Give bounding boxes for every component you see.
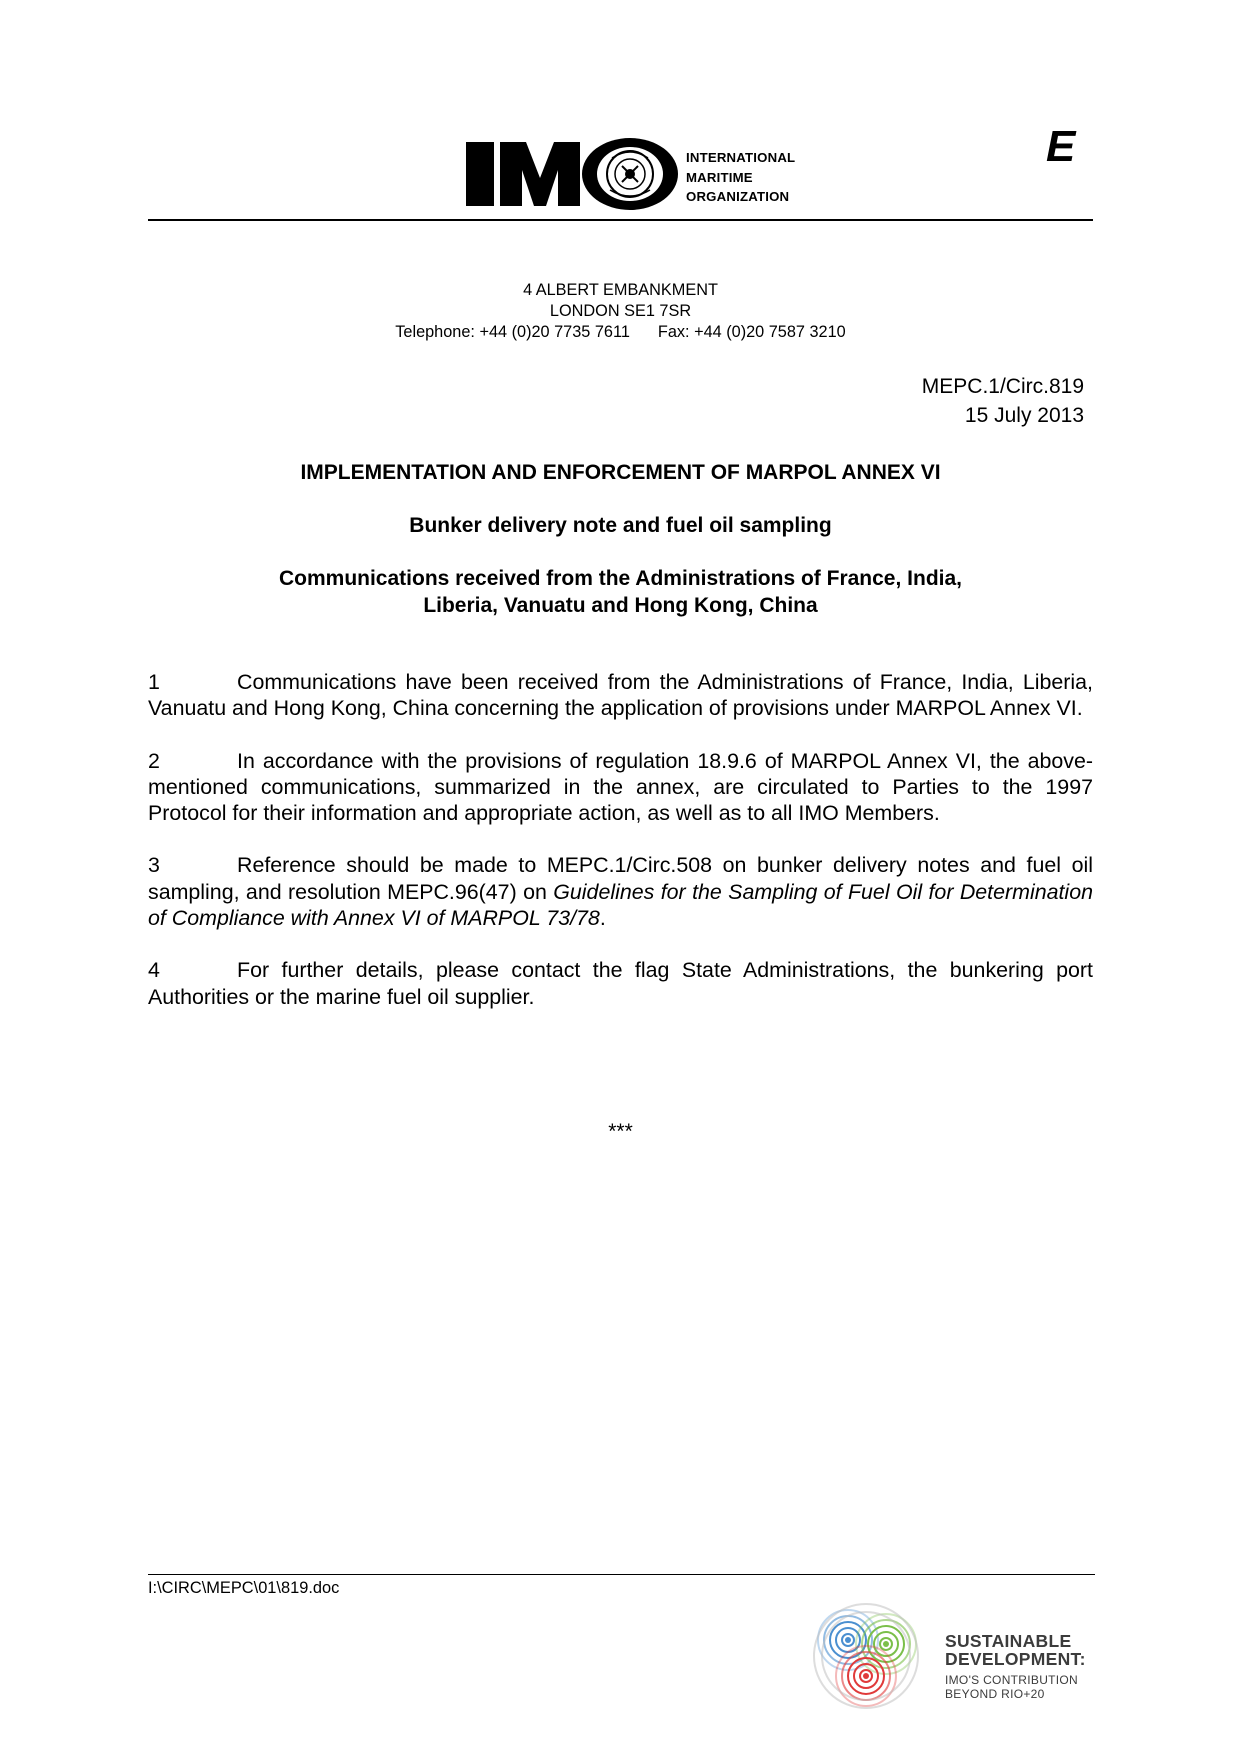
body-paragraphs bbox=[148, 669, 1093, 1036]
language-mark: E bbox=[1046, 122, 1076, 171]
paragraph-number: 2 bbox=[148, 748, 160, 773]
sustainable-development-logo bbox=[800, 1596, 1100, 1726]
paragraph-number: 4 bbox=[148, 958, 160, 983]
sd-title bbox=[945, 1632, 1086, 1668]
paragraph-3 bbox=[148, 852, 1093, 931]
paragraph-text: Reference should be made to MEPC.1/Circ.508 on bunker delivery notes and fuel oil sampling, and resolution MEPC.96(47) on bbox=[148, 853, 1093, 904]
document-title: IMPLEMENTATION AND ENFORCEMENT OF MARPOL ANNEX VI bbox=[300, 461, 941, 484]
fax: Fax: +44 (0)20 7587 3210 bbox=[657, 323, 846, 341]
document-reference bbox=[780, 372, 1084, 430]
file-path: I:\CIRC\MEPC\01\819.doc bbox=[148, 1579, 340, 1597]
imo-emblem-icon bbox=[462, 122, 682, 214]
sd-title-line: SUSTAINABLE bbox=[945, 1631, 1072, 1651]
paragraph-2 bbox=[148, 748, 1093, 827]
communications-heading-line: Communications received from the Administrations of France, India, bbox=[278, 567, 962, 590]
imo-logo bbox=[462, 122, 822, 214]
paragraph-4 bbox=[148, 957, 1093, 1010]
document-subtitle: Bunker delivery note and fuel oil sampling bbox=[409, 514, 832, 537]
organization-name-line: ORGANIZATION bbox=[686, 189, 790, 204]
footer-divider bbox=[148, 1574, 1095, 1575]
organization-name bbox=[686, 148, 795, 207]
address-block bbox=[0, 280, 1241, 343]
address-street: 4 ALBERT EMBANKMENT bbox=[523, 281, 718, 299]
paragraph-number: 3 bbox=[148, 853, 160, 878]
guidelines-title: Guidelines for the Sampling of Fuel Oil for Determination of Compliance with Annex VI of MARPOL 73/78 bbox=[148, 879, 1093, 931]
concentric-circles-icon bbox=[800, 1596, 940, 1726]
organization-name-line: INTERNATIONAL bbox=[686, 150, 796, 165]
end-marker: *** bbox=[608, 1120, 633, 1143]
telephone: Telephone: +44 (0)20 7735 7611 bbox=[395, 323, 630, 341]
paragraph-text: For further details, please contact the flag State Administrations, the bunkering port Authorities or the marine fuel oil supplier. bbox=[148, 958, 1093, 1009]
organization-name-line: MARITIME bbox=[686, 169, 753, 185]
address-city: LONDON SE1 7SR bbox=[549, 302, 692, 320]
document-symbol: MEPC.1/Circ.819 bbox=[921, 375, 1084, 398]
paragraph-number: 1 bbox=[148, 670, 160, 694]
document-date: 15 July 2013 bbox=[964, 404, 1084, 427]
communications-heading bbox=[148, 565, 1093, 619]
header-divider bbox=[148, 219, 1093, 221]
paragraph-text: In accordance with the provisions of regulation 18.9.6 of MARPOL Annex VI, the above-mentioned communications, summarized in the annex, are circulated to Parties to the 1997 Protocol for their information and appropriate action, as well as to all IMO Members. bbox=[148, 748, 1093, 826]
paragraph-text-end: . bbox=[599, 906, 606, 931]
paragraph-text: Communications have been received from the Administrations of France, India, Liberia, Vanuatu and Hong Kong, China concerning the application of provisions under MARPOL Annex VI. bbox=[148, 670, 1093, 721]
sd-subtitle bbox=[945, 1673, 1078, 1701]
communications-heading-line: Liberia, Vanuatu and Hong Kong, China bbox=[423, 594, 818, 617]
sd-subtitle-line: BEYOND RIO+20 bbox=[945, 1687, 1045, 1701]
contact-line bbox=[0, 322, 1241, 343]
paragraph-1 bbox=[148, 669, 1093, 722]
sd-title-line: DEVELOPMENT: bbox=[945, 1649, 1086, 1669]
sd-subtitle-line: IMO'S CONTRIBUTION bbox=[945, 1673, 1079, 1687]
